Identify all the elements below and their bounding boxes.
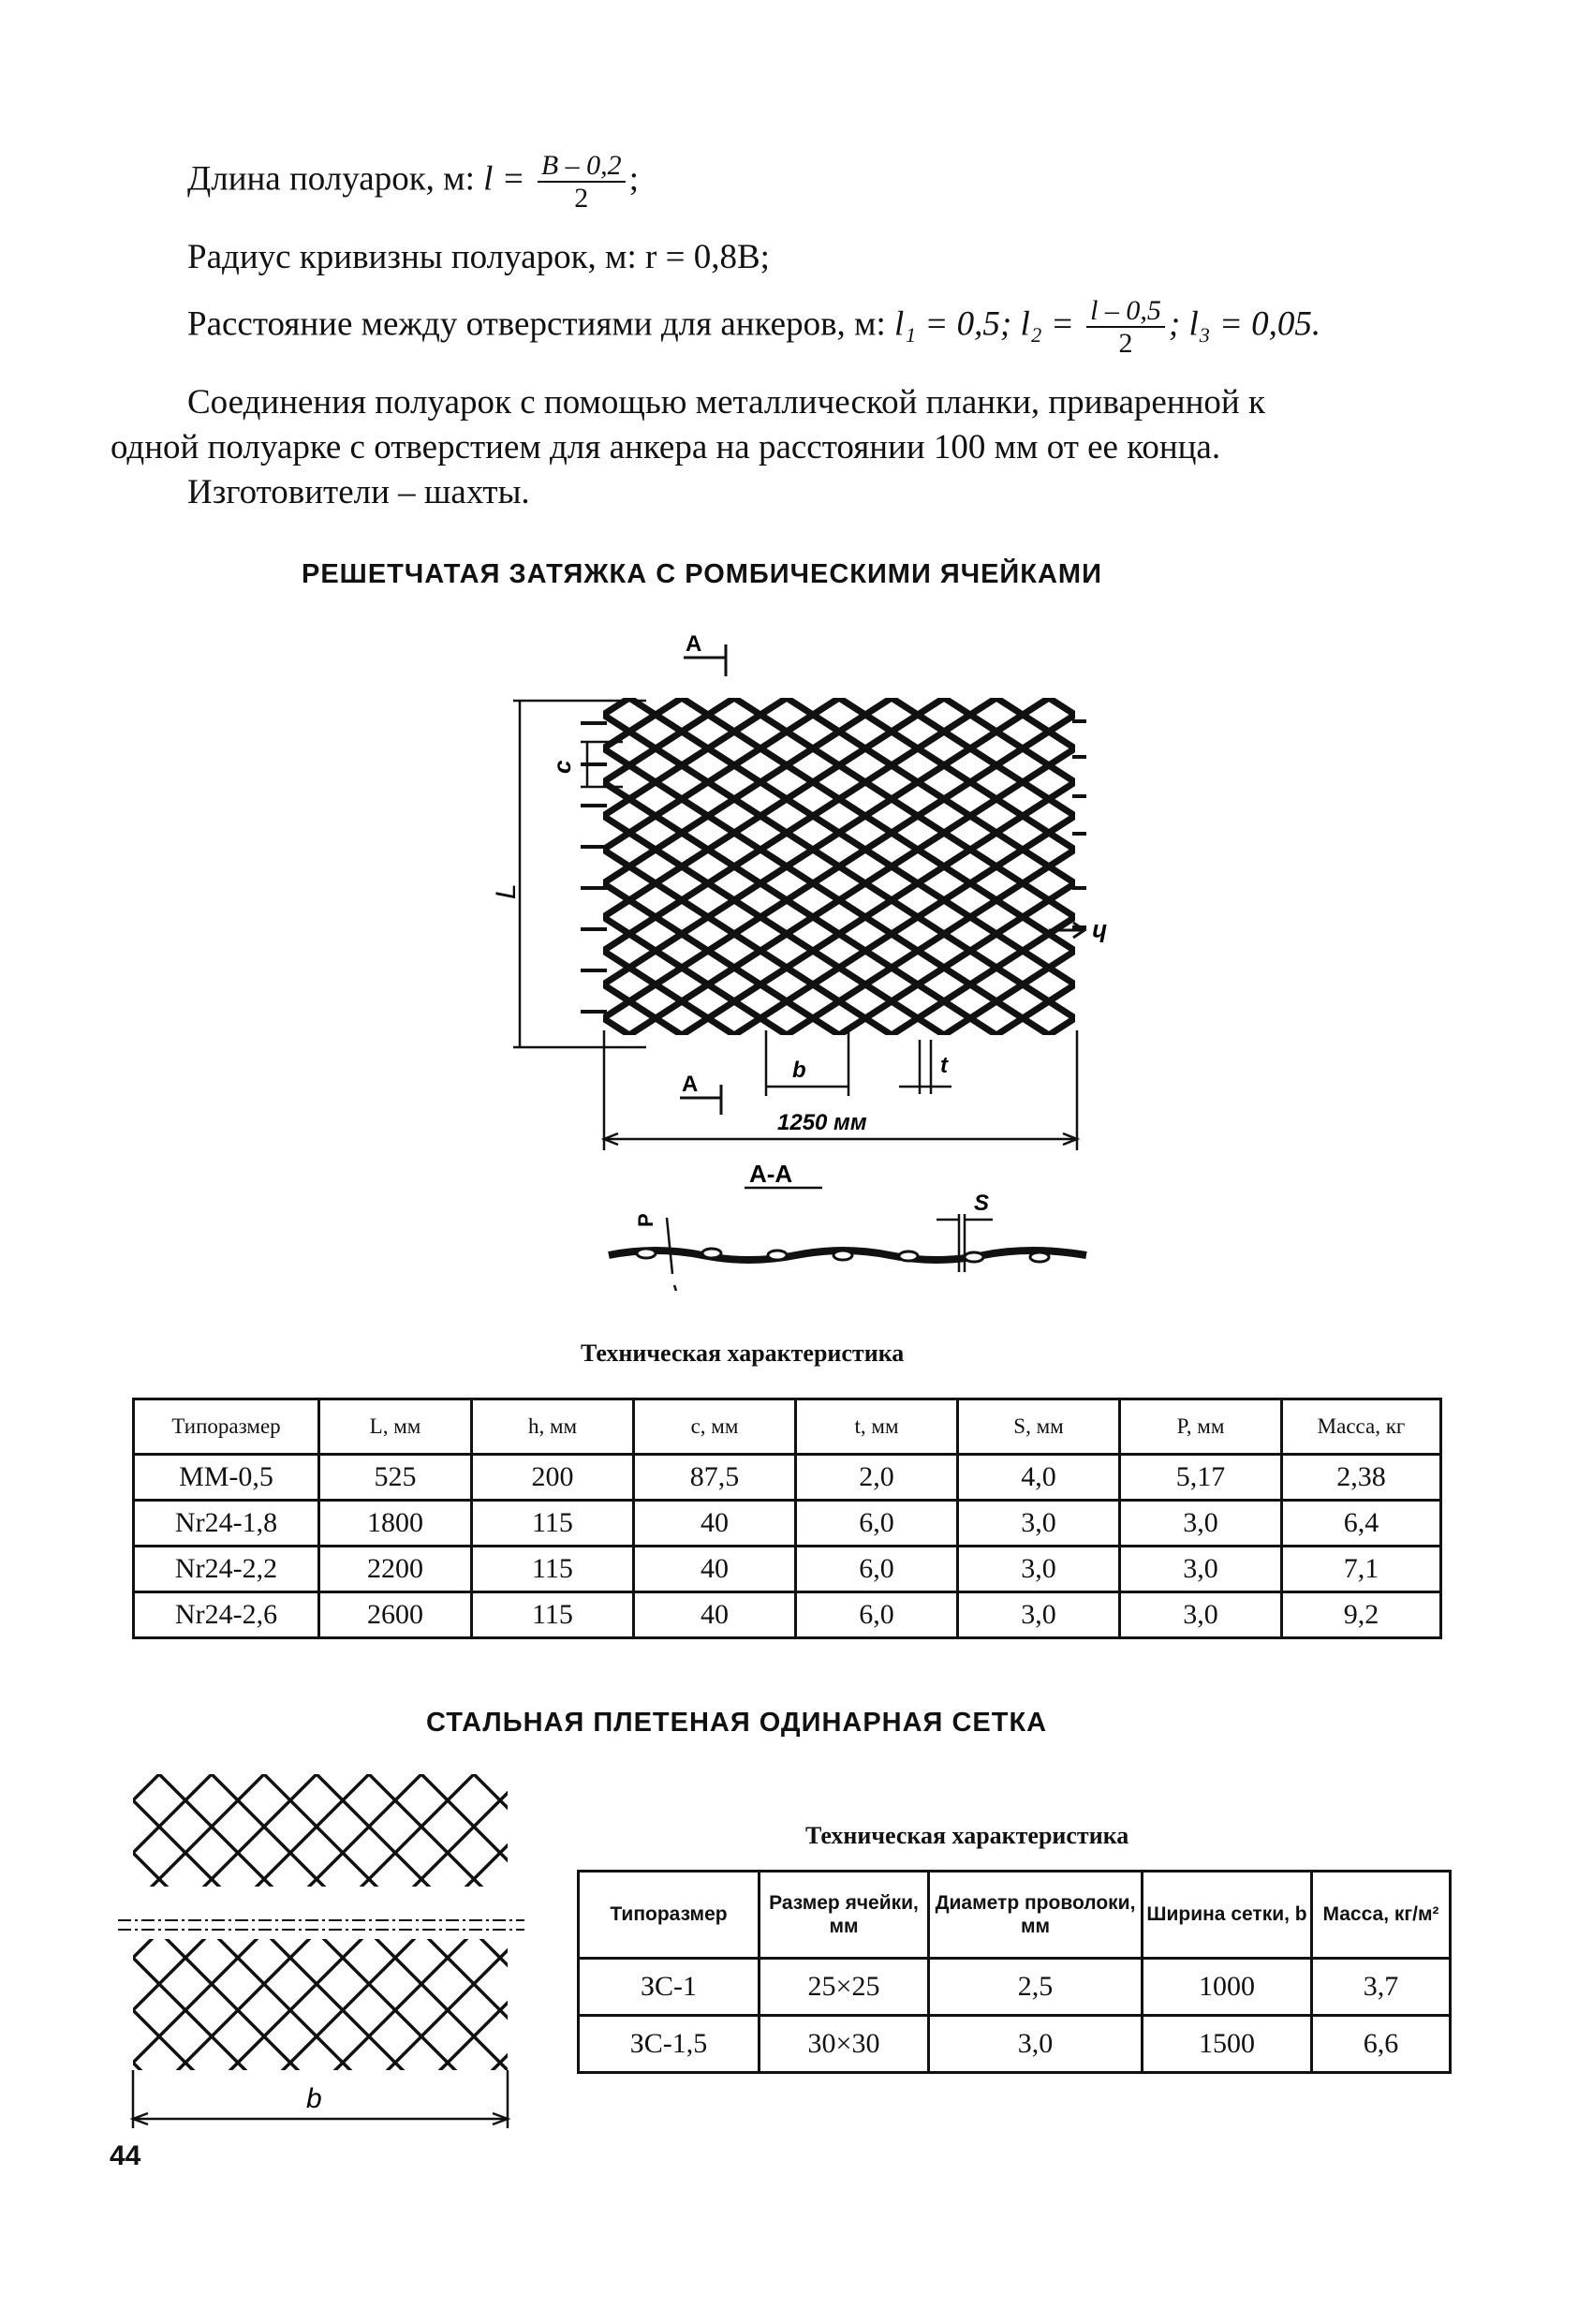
label-mesh-b: b bbox=[306, 2083, 322, 2114]
section2-title: СТАЛЬНАЯ ПЛЕТЕНАЯ ОДИНАРНАЯ СЕТКА bbox=[426, 1708, 1048, 1738]
table-cell: 40 bbox=[634, 1592, 796, 1638]
table-cell: 40 bbox=[634, 1547, 796, 1592]
table-cell: Nr24-2,2 bbox=[134, 1547, 319, 1592]
table-cell: 87,5 bbox=[634, 1455, 796, 1501]
table-cell: 40 bbox=[634, 1501, 796, 1547]
header-cell: L, мм bbox=[319, 1399, 472, 1455]
section1-title: РЕШЕТЧАТАЯ ЗАТЯЖКА С РОМБИЧЕСКИМИ ЯЧЕЙКАМИ bbox=[302, 559, 1102, 589]
table-cell: 6,4 bbox=[1282, 1501, 1441, 1547]
table-cell: ЗС-1 bbox=[579, 1959, 760, 2016]
table-cell: 9,2 bbox=[1282, 1592, 1441, 1638]
section1-table-caption: Техническая характеристика bbox=[581, 1340, 905, 1367]
section-title: A-A bbox=[749, 1160, 793, 1188]
length-var: l = bbox=[483, 159, 525, 199]
distance-numerator: l – 0,5 bbox=[1086, 295, 1165, 328]
header-cell: S, мм bbox=[958, 1399, 1120, 1455]
header-cell: P, мм bbox=[1120, 1399, 1282, 1455]
table-cell: 6,0 bbox=[796, 1592, 958, 1638]
label-h: h bbox=[1092, 919, 1107, 947]
woven-mesh-figure bbox=[112, 1752, 534, 2136]
table-row bbox=[579, 2016, 1451, 2073]
label-b: b bbox=[792, 1058, 806, 1083]
table-cell: 3,0 bbox=[958, 1592, 1120, 1638]
length-end: ; bbox=[628, 159, 639, 199]
table-cell: 5,17 bbox=[1120, 1455, 1282, 1501]
section-mark-top: A bbox=[686, 631, 702, 657]
table-cell: 2,38 bbox=[1282, 1455, 1441, 1501]
table-cell: 30×30 bbox=[760, 2016, 929, 2073]
table-cell: 1000 bbox=[1143, 1959, 1312, 2016]
distance-denominator: 2 bbox=[1118, 328, 1133, 359]
table-cell: Nr24-2,6 bbox=[134, 1592, 319, 1638]
makers-line: Изготовители – шахты. bbox=[187, 473, 530, 511]
table-cell: 115 bbox=[472, 1592, 634, 1638]
header-cell: Масса, кг bbox=[1282, 1399, 1441, 1455]
table-cell: 6,6 bbox=[1312, 2016, 1451, 2073]
table-cell: 3,0 bbox=[1120, 1501, 1282, 1547]
table-cell: 1500 bbox=[1143, 2016, 1312, 2073]
header-cell: c, мм bbox=[634, 1399, 796, 1455]
label-s: S bbox=[974, 1191, 990, 1216]
mesh-upper bbox=[133, 1774, 508, 1887]
lattice-mesh bbox=[603, 698, 1075, 1035]
paragraph-line-2: одной полуарке с отверстием для анкера на расстоянии 100 мм от ее конца. bbox=[111, 428, 1221, 466]
table-cell: 200 bbox=[472, 1455, 634, 1501]
distance-label: Расстояние между отверстиями для анкеров, м: bbox=[187, 304, 886, 344]
distance-l2: l₂ = bbox=[1020, 304, 1074, 344]
header-cell: Типоразмер bbox=[579, 1872, 760, 1959]
table-cell: 6,0 bbox=[796, 1547, 958, 1592]
header-cell: Размер ячейки, мм bbox=[760, 1872, 929, 1959]
mesh-lower bbox=[133, 1939, 508, 2070]
paragraph-line-1: Соединения полуарок с помощью металлической планки, приваренной к bbox=[187, 383, 1265, 422]
table-cell: 7,1 bbox=[1282, 1547, 1441, 1592]
table-cell: 1800 bbox=[319, 1501, 472, 1547]
header-cell: Типоразмер bbox=[134, 1399, 319, 1455]
section2-table-caption: Техническая характеристика bbox=[805, 1822, 1129, 1849]
distance-l3: ; l₃ = 0,05. bbox=[1168, 304, 1321, 344]
dimension-b bbox=[766, 1030, 848, 1096]
table-row bbox=[134, 1592, 1441, 1638]
table-cell: 2,5 bbox=[929, 1959, 1143, 2016]
table-cell: 3,7 bbox=[1312, 1959, 1451, 2016]
length-fraction bbox=[538, 150, 626, 214]
section2-table bbox=[577, 1870, 1452, 2074]
table-cell: Nr24-1,8 bbox=[134, 1501, 319, 1547]
length-label: Длина полуарок, м: bbox=[187, 159, 475, 199]
table-cell: ЗС-1,5 bbox=[579, 2016, 760, 2073]
table-cell: 2,0 bbox=[796, 1455, 958, 1501]
header-cell: Ширина сетки, b bbox=[1143, 1872, 1312, 1959]
section-mark-bottom: A bbox=[682, 1072, 699, 1097]
table-cell: 2600 bbox=[319, 1592, 472, 1638]
table-row bbox=[134, 1455, 1441, 1501]
table-cell: 525 bbox=[319, 1455, 472, 1501]
label-c: c bbox=[548, 760, 576, 774]
length-numerator: B – 0,2 bbox=[538, 150, 626, 183]
table-row bbox=[134, 1501, 1441, 1547]
distance-l1: l₁ = 0,5; bbox=[894, 304, 1012, 344]
label-p: P bbox=[634, 1213, 657, 1227]
distance-formula bbox=[187, 295, 1320, 359]
table-cell: 2200 bbox=[319, 1547, 472, 1592]
table-cell: 3,0 bbox=[958, 1501, 1120, 1547]
radius-formula: Радиус кривизны полуарок, м: r = 0,8B; bbox=[187, 238, 770, 276]
table-cell: ММ-0,5 bbox=[134, 1455, 319, 1501]
table-cell: 4,0 bbox=[958, 1455, 1120, 1501]
length-denominator: 2 bbox=[574, 183, 589, 214]
table-cell: 3,0 bbox=[1120, 1592, 1282, 1638]
lattice-figure bbox=[487, 618, 1143, 1311]
table-row bbox=[579, 1959, 1451, 2016]
label-L: L bbox=[491, 883, 522, 899]
table-cell: 6,0 bbox=[796, 1501, 958, 1547]
label-t: t bbox=[940, 1053, 948, 1078]
table-cell: 3,0 bbox=[958, 1547, 1120, 1592]
distance-fraction bbox=[1086, 295, 1165, 359]
page-number: 44 bbox=[110, 2140, 141, 2171]
header-cell: Диаметр проволоки, мм bbox=[929, 1872, 1143, 1959]
length-formula bbox=[187, 150, 639, 214]
table-cell: 115 bbox=[472, 1547, 634, 1592]
section1-table bbox=[132, 1398, 1442, 1639]
header-cell: t, мм bbox=[796, 1399, 958, 1455]
label-width: 1250 мм bbox=[777, 1110, 867, 1135]
header-cell: h, мм bbox=[472, 1399, 634, 1455]
left-bar-stubs bbox=[581, 723, 607, 1012]
table-cell: 115 bbox=[472, 1501, 634, 1547]
table-header-row bbox=[579, 1872, 1451, 1959]
table-header-row bbox=[134, 1399, 1441, 1455]
table-cell: 3,0 bbox=[1120, 1547, 1282, 1592]
table-cell: 3,0 bbox=[929, 2016, 1143, 2073]
header-cell: Масса, кг/м² bbox=[1312, 1872, 1451, 1959]
table-cell: 25×25 bbox=[760, 1959, 929, 2016]
table-row bbox=[134, 1547, 1441, 1592]
